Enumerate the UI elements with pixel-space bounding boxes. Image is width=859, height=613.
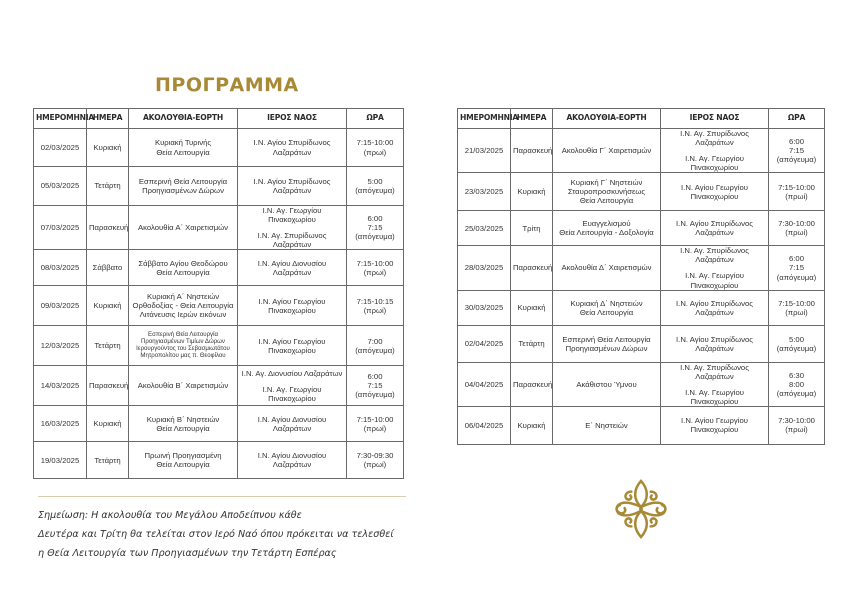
church-cell — [238, 366, 347, 406]
cell-line: Ιερουργούντος του Σεβασμιωτάτου — [136, 344, 230, 352]
cell-line: (πρωί) — [363, 305, 387, 315]
header-church: ΙΕΡΟΣ ΝΑΟΣ — [238, 109, 347, 129]
time-cell — [347, 366, 404, 406]
cell-line: (πρωί) — [363, 423, 387, 433]
cell-line: 7:15-10:00 — [778, 182, 815, 192]
day-cell: Παρασκευή — [87, 366, 129, 406]
cell-line: (πρωί) — [785, 191, 808, 201]
date-cell: 23/03/2025 — [458, 173, 511, 211]
time-cell — [769, 211, 825, 246]
table-row — [34, 366, 404, 406]
table-row — [34, 326, 404, 366]
cell-line: Θεία Λειτουργία — [156, 147, 210, 157]
cell-line: Λαζαράτων — [695, 307, 734, 317]
cell-line: Ακάθιστου Ύμνου — [576, 379, 637, 389]
schedule-table-left — [33, 108, 404, 479]
cell-line: Κυριακή Δ΄ Νηστειών — [570, 298, 643, 308]
cell-line: Λαζαράτων — [695, 228, 734, 238]
cell-line: Θεία Λειτουργία — [579, 196, 634, 206]
cell-line: Ι.Ν. Αγ. Γεωργίου Πινακοχωρίου — [685, 154, 744, 173]
cell-line: Ι.Ν. Αγίου Διονυσίου — [257, 451, 327, 461]
gold-filigree-ornament-icon — [612, 478, 670, 540]
cell-line: Ακολουθία Α΄ Χαιρετισμών — [137, 223, 229, 233]
date-cell: 28/03/2025 — [458, 246, 511, 290]
cell-line: 7:15 — [367, 381, 383, 391]
cell-line: 7:30-10:00 — [778, 416, 815, 426]
service-cell — [129, 250, 238, 286]
cell-line: (πρωί) — [785, 228, 808, 238]
day-cell: Τετάρτη — [87, 326, 129, 366]
table-row — [34, 442, 404, 479]
church-cell — [238, 206, 347, 250]
church-cell — [661, 406, 769, 444]
cell-line: Πινακοχωρίου — [268, 345, 316, 355]
time-cell — [347, 206, 404, 250]
table-row — [34, 250, 404, 286]
day-cell: Κυριακή — [87, 129, 129, 167]
cell-line: (απόγευμα) — [355, 390, 395, 400]
cell-line: 6:30 — [789, 370, 804, 380]
cell-line: Μητροπολίτου μας π. Θεοφίλου — [140, 351, 226, 359]
cell-line: 6:00 — [367, 214, 383, 224]
cell-line: Ι.Ν. Αγίου Γεωργίου — [258, 336, 326, 346]
table-row — [34, 167, 404, 206]
cell-line: Προηγιασμένων Δώρων — [142, 186, 224, 195]
service-cell — [553, 362, 661, 406]
cell-line: Ι.Ν. Αγ. Σπυρίδωνος Λαζαράτων — [680, 362, 749, 381]
time-cell — [769, 173, 825, 211]
cell-line: Πινακοχωρίου — [268, 305, 316, 315]
cell-line: (πρωί) — [785, 307, 808, 317]
church-cell — [661, 362, 769, 406]
cell-line: Ι.Ν. Αγίου Γεωργίου — [258, 296, 326, 306]
header-date: ΗΜΕΡΟΜΗΝΙΑ — [458, 109, 511, 129]
service-cell — [553, 211, 661, 246]
date-cell: 09/03/2025 — [34, 286, 87, 326]
cell-line: Ορθοδοξίας - Θεία Λειτουργία — [132, 301, 234, 311]
cell-line: Προηγιασμένων Τιμίων Δώρων — [141, 338, 225, 346]
time-cell — [347, 442, 404, 479]
table-row — [458, 129, 825, 173]
service-cell — [553, 129, 661, 173]
cell-line: Θεία Λειτουργία - Δοξολογία — [559, 228, 654, 238]
cell-line: Ι.Ν. Αγίου Διονυσίου — [257, 414, 327, 424]
date-cell: 16/03/2025 — [34, 406, 87, 442]
time-cell — [347, 129, 404, 167]
cell-line: Πινακοχωρίου — [690, 191, 739, 201]
cell-line: Πινακοχωρίου — [690, 425, 739, 435]
cell-line: Θεία Λειτουργία — [156, 267, 210, 277]
cell-line: (απόγευμα) — [776, 388, 817, 398]
table-header-row — [34, 109, 404, 129]
cell-line: 7:15-10:00 — [356, 138, 394, 148]
service-cell — [129, 167, 238, 206]
cell-line: (πρωί) — [363, 267, 387, 277]
day-cell: Τετάρτη — [511, 325, 553, 362]
table-row — [458, 406, 825, 444]
time-cell — [769, 362, 825, 406]
cell-line: Κυριακή Α΄ Νηστειών — [146, 292, 220, 302]
church-cell — [661, 290, 769, 325]
note-line: Σημείωση: Η ακολουθία του Μεγάλου Αποδείπνου κάθε — [38, 510, 302, 521]
church-cell — [238, 129, 347, 167]
time-cell — [769, 246, 825, 290]
church-cell — [661, 325, 769, 362]
time-cell — [347, 286, 404, 326]
cell-line: Λαζαράτων — [272, 147, 312, 157]
date-cell: 06/04/2025 — [458, 406, 511, 444]
church-cell — [238, 442, 347, 479]
time-cell — [769, 325, 825, 362]
cell-line: 7:30-10:00 — [778, 219, 815, 229]
church-cell — [238, 250, 347, 286]
cell-line: Λαζαράτων — [695, 343, 734, 353]
time-cell — [769, 290, 825, 325]
header-day: ΗΜΕΡΑ — [87, 109, 129, 129]
church-cell — [238, 406, 347, 442]
date-cell: 21/03/2025 — [458, 129, 511, 173]
cell-line: Ι.Ν. Αγίου Γεωργίου — [681, 182, 748, 192]
service-cell — [553, 325, 661, 362]
service-cell — [553, 246, 661, 290]
day-cell: Κυριακή — [511, 406, 553, 444]
cell-line: (απόγευμα) — [776, 272, 817, 282]
church-cell — [238, 326, 347, 366]
service-cell — [553, 290, 661, 325]
cell-line: Ι.Ν. Αγ. Γεωργίου Πινακοχωρίου — [262, 206, 322, 225]
cell-line: 5:00 — [789, 334, 804, 344]
service-cell — [129, 129, 238, 167]
day-cell: Κυριακή — [511, 290, 553, 325]
day-cell: Σάββατο — [87, 250, 129, 286]
cell-line: 5:00 — [367, 176, 383, 186]
cell-line: 6:00 — [789, 254, 804, 264]
table-header-row — [458, 109, 825, 129]
cell-line: Ι.Ν. Αγ. Σπυρίδωνος Λαζαράτων — [680, 246, 749, 265]
cell-line: (πρωί) — [363, 147, 387, 157]
table-row — [34, 286, 404, 326]
cell-line: Ακολουθία Γ΄ Χαιρετισμών — [561, 146, 652, 156]
table-row — [34, 406, 404, 442]
day-cell: Κυριακή — [511, 173, 553, 211]
cell-line: 6:00 — [367, 372, 383, 382]
date-cell: 08/03/2025 — [34, 250, 87, 286]
cell-line: Εσπερινή Θεία Λειτουργία — [148, 331, 218, 339]
cell-line: Ι.Ν. Αγ. Γεωργίου Πινακοχωρίου — [685, 271, 744, 290]
table-row — [458, 246, 825, 290]
date-cell: 07/03/2025 — [34, 206, 87, 250]
cell-line: Ι.Ν. Αγίου Σπυρίδωνος — [676, 298, 753, 308]
service-cell — [129, 406, 238, 442]
schedule-table-right — [457, 108, 825, 445]
church-cell — [661, 246, 769, 290]
date-cell: 02/03/2025 — [34, 129, 87, 167]
church-cell — [661, 173, 769, 211]
service-cell — [129, 206, 238, 250]
church-cell — [661, 211, 769, 246]
cell-line: Ι.Ν. Αγ. Σπυρίδωνος Λαζαράτων — [257, 231, 327, 250]
day-cell: Παρασκευή — [511, 362, 553, 406]
day-cell: Τετάρτη — [87, 442, 129, 479]
service-cell — [129, 286, 238, 326]
cell-line: (απόγευμα) — [355, 186, 395, 195]
cell-line: 7:30-09:30 — [356, 451, 394, 461]
time-cell — [347, 167, 404, 206]
cell-line: Ι.Ν. Αγίου Σπυρίδωνος — [253, 138, 331, 148]
cell-line: Ι.Ν. Αγ. Σπυρίδωνος Λαζαράτων — [680, 129, 749, 148]
date-cell: 04/04/2025 — [458, 362, 511, 406]
cell-line: 7:15-10:00 — [356, 414, 394, 424]
church-cell — [238, 167, 347, 206]
church-cell — [238, 286, 347, 326]
service-cell — [129, 326, 238, 366]
service-cell — [129, 366, 238, 406]
time-cell — [769, 406, 825, 444]
cell-line: Ι.Ν. Αγίου Γεωργίου — [681, 416, 748, 426]
header-time: ΩΡΑ — [347, 109, 404, 129]
cell-line: (απόγευμα) — [776, 155, 817, 165]
day-cell: Παρασκευή — [511, 129, 553, 173]
cell-line: (πρωί) — [363, 460, 387, 470]
cell-line: Ι.Ν. Αγίου Σπυρίδωνος — [253, 176, 331, 186]
date-cell: 25/03/2025 — [458, 211, 511, 246]
cell-line: Θεία Λειτουργία — [579, 307, 634, 317]
table-row — [34, 206, 404, 250]
cell-line: Λαζαράτων — [272, 423, 312, 433]
cell-line: Σταυροπροσκυνήσεως — [567, 187, 646, 197]
cell-line: (απόγευμα) — [355, 345, 395, 355]
cell-line: (απόγευμα) — [776, 343, 817, 353]
date-cell: 12/03/2025 — [34, 326, 87, 366]
date-cell: 19/03/2025 — [34, 442, 87, 479]
table-row — [458, 290, 825, 325]
header-church: ΙΕΡΟΣ ΝΑΟΣ — [661, 109, 769, 129]
cell-line: Ι.Ν. Αγίου Διονυσίου — [257, 258, 327, 268]
header-service: ΑΚΟΛΟΥΘΙΑ-ΕΟΡΤΗ — [553, 109, 661, 129]
church-cell — [661, 129, 769, 173]
cell-line: Ι.Ν. Αγ. Γεωργίου Πινακοχωρίου — [685, 387, 744, 406]
time-cell — [347, 250, 404, 286]
schedule-table-body — [458, 129, 825, 445]
service-cell — [553, 173, 661, 211]
cell-line: Κυριακή Γ΄ Νηστειών — [570, 178, 643, 188]
time-cell — [347, 326, 404, 366]
cell-line: 8:00 — [789, 379, 804, 389]
cell-line: 7:15 — [789, 146, 804, 156]
table-row — [458, 173, 825, 211]
cell-line: (απόγευμα) — [355, 232, 395, 242]
cell-line: 7:15-10:15 — [356, 296, 394, 306]
cell-line: Πρωινή Προηγιασμένη — [144, 451, 222, 461]
header-service: ΑΚΟΛΟΥΘΙΑ-ΕΟΡΤΗ — [129, 109, 238, 129]
service-cell — [553, 406, 661, 444]
table-row — [458, 325, 825, 362]
note-line: Δευτέρα και Τρίτη θα τελείται στον Ιερό Ναό όπου πρόκειται να τελεσθεί — [38, 529, 394, 540]
cell-line: Ευαγγελισμού — [582, 219, 631, 229]
cell-line: 7:15 — [367, 223, 383, 233]
page-title: ΠΡΟΓΡΑΜΜΑ — [155, 74, 299, 96]
cell-line: Λαζαράτων — [272, 460, 312, 470]
cell-line: Λιτάνευσις Ιερών εικόνων — [139, 310, 227, 320]
cell-line: 7:00 — [367, 336, 383, 346]
note-divider — [38, 496, 406, 497]
cell-line: Ι.Ν. Αγ. Διονυσίου Λαζαράτων — [241, 368, 343, 378]
time-cell — [347, 406, 404, 442]
cell-line: Προηγιασμένων Δώρων — [565, 343, 648, 353]
day-cell: Τετάρτη — [87, 167, 129, 206]
cell-line: Θεία Λειτουργία — [156, 460, 210, 470]
cell-line: Ι.Ν. Αγίου Σπυρίδωνος — [676, 219, 753, 229]
date-cell: 14/03/2025 — [34, 366, 87, 406]
table-row — [34, 129, 404, 167]
date-cell: 05/03/2025 — [34, 167, 87, 206]
day-cell: Κυριακή — [87, 286, 129, 326]
cell-line: Κυριακή Τυρινής — [154, 138, 212, 148]
note-text — [38, 506, 394, 563]
cell-line: 6:00 — [789, 137, 804, 147]
schedule-table-body — [34, 129, 404, 479]
cell-line: Εσπερινή Θεία Λειτουργία — [562, 334, 651, 344]
day-cell: Τρίτη — [511, 211, 553, 246]
cell-line: 7:15-10:00 — [356, 258, 394, 268]
cell-line: Σάββατο Αγίου Θεοδώρου — [138, 258, 228, 268]
cell-line: Λαζαράτων — [272, 267, 312, 277]
time-cell — [769, 129, 825, 173]
day-cell: Κυριακή — [87, 406, 129, 442]
date-cell: 30/03/2025 — [458, 290, 511, 325]
cell-line: Ακολουθία Δ΄ Χαιρετισμών — [561, 263, 652, 273]
service-cell — [129, 442, 238, 479]
cell-line: Ε΄ Νηστειών — [585, 420, 628, 430]
table-row — [458, 362, 825, 406]
cell-line: Κυριακή Β΄ Νηστειών — [146, 414, 220, 424]
cell-line: Ι.Ν. Αγ. Γεωργίου Πινακοχωρίου — [262, 384, 322, 403]
cell-line: Λαζαράτων — [272, 186, 312, 195]
cell-line: 7:15 — [789, 263, 804, 273]
cell-line: Εσπερινή Θεία Λειτουργία — [138, 176, 228, 186]
cell-line: Ι.Ν. Αγίου Σπυρίδωνος — [676, 334, 753, 344]
day-cell: Παρασκευή — [511, 246, 553, 290]
date-cell: 02/04/2025 — [458, 325, 511, 362]
table-row — [458, 211, 825, 246]
cell-line: Θεία Λειτουργία — [156, 423, 210, 433]
cell-line: Ακολουθία Β΄ Χαιρετισμών — [137, 381, 229, 391]
note-line: η Θεία Λειτουργία των Προηγιασμένων την Τετάρτη Εσπέρας — [38, 548, 337, 559]
cell-line: 7:15-10:00 — [778, 298, 815, 308]
header-day: ΗΜΕΡΑ — [511, 109, 553, 129]
cell-line: (πρωί) — [785, 425, 808, 435]
header-date: ΗΜΕΡΟΜΗΝΙΑ — [34, 109, 87, 129]
day-cell: Παρασκευή — [87, 206, 129, 250]
header-time: ΩΡΑ — [769, 109, 825, 129]
